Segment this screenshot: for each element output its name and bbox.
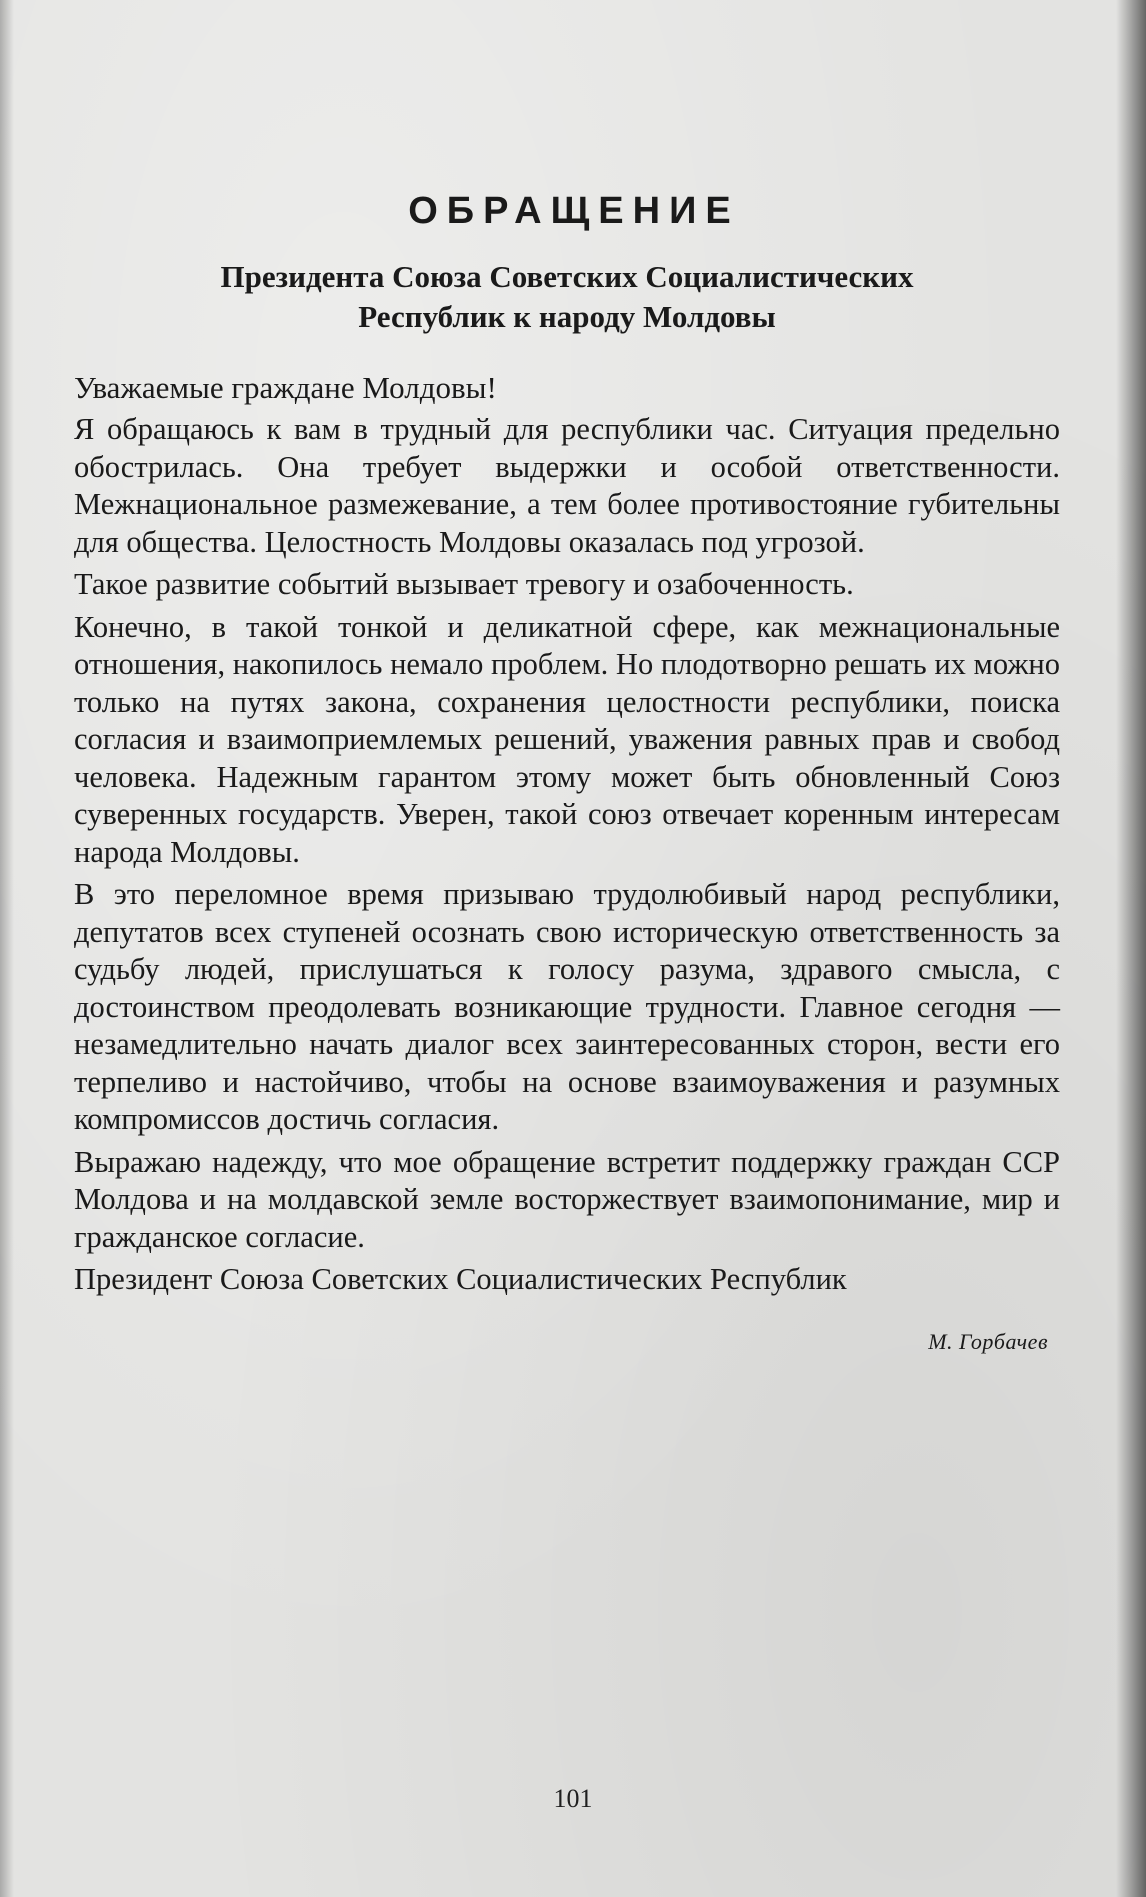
paragraph: В это переломное время призываю трудолюбивый народ республики, депутатов всех ступеней осознать свою историческую ответственность за судьбу людей, прислушаться к голосу разума, здравого смысла, с достоинством преодолевать возникающие трудности. Главное сегодня — незамедлительно начать диалог всех заинтересованных сторон, вести его терпеливо и настойчиво, чтобы на основе взаимоуважения и разумных компромиссов достичь согласия. (74, 877, 1060, 1136)
paragraph: Я обращаюсь к вам в трудный для республики час. Ситуация предельно обострилась. Она требует выдержки и особой ответственности. Межнациональное размежевание, а тем более противостояние губительны для общества. Целостность Молдовы оказалась под угрозой. (74, 412, 1060, 559)
document-body (74, 190, 1060, 1355)
page-shadow-left (0, 0, 14, 1897)
paragraph: Конечно, в такой тонкой и деликатной сфере, как межнациональные отношения, накопилось немало проблем. Но плодотворно решать их можно только на путях закона, сохранения целостности республики, поиска согласия и взаимоприемлемых решений, уважения равных прав и свобод человека. Надежным гарантом этому может быть обновленный Союз суверенных государств. Уверен, такой союз отвечает коренным интересам народа Молдовы. (74, 609, 1060, 869)
signature: М. Горбачев (928, 1328, 1048, 1354)
paragraph: Выражаю надежду, что мое обращение встретит поддержку граждан ССР Молдова и на молдавской земле восторжествует взаимопонимание, мир и гражданское согласие. (74, 1144, 1060, 1254)
paragraph: Такое развитие событий вызывает тревогу и озабоченность. (74, 567, 854, 601)
page-number: 101 (553, 1784, 593, 1813)
greeting: Уважаемые граждане Молдовы! (74, 370, 497, 405)
page-shadow-right (1116, 0, 1146, 1897)
subtitle-line: Республик к народу Молдовы (358, 299, 776, 334)
document-title: ОБРАЩЕНИЕ (408, 190, 740, 232)
paragraph: Президент Союза Советских Социалистических Республик (74, 1262, 847, 1296)
subtitle-line: Президента Союза Советских Социалистических (220, 259, 914, 294)
document-subtitle (74, 257, 1060, 337)
